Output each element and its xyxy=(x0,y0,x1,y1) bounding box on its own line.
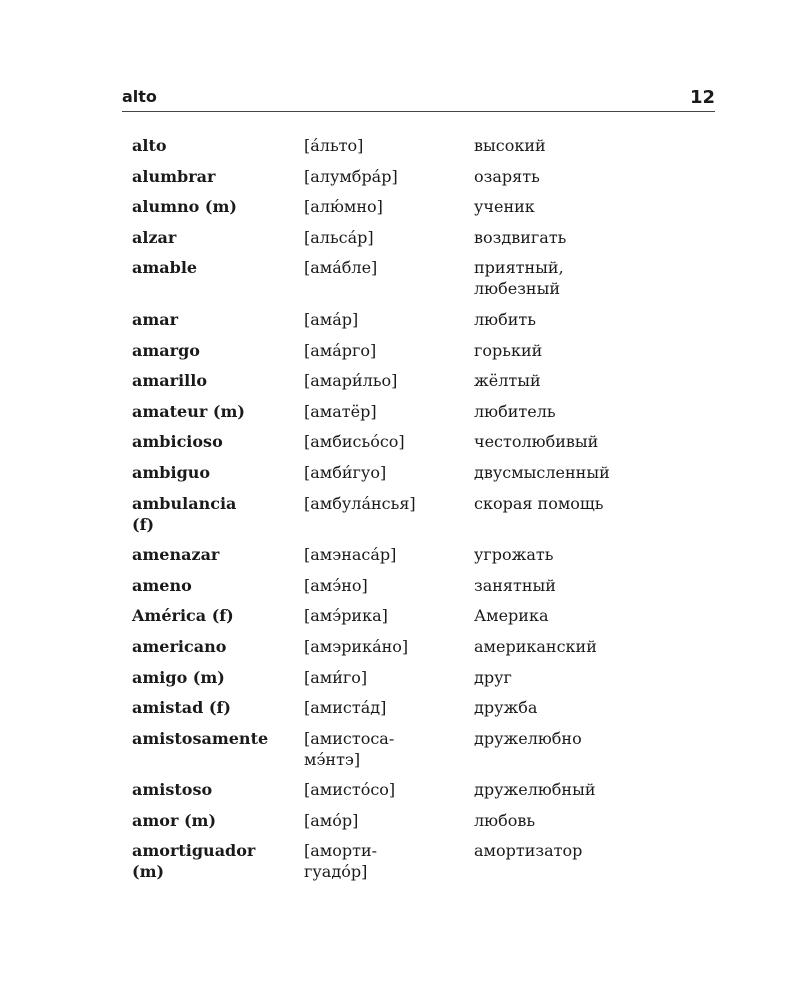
running-head: alto xyxy=(122,87,157,106)
transcription: [амари́льо] xyxy=(304,371,398,391)
headword: alto xyxy=(132,136,167,155)
dictionary-entry xyxy=(132,166,692,187)
transcription: [амбисьо́со] xyxy=(304,432,405,452)
dictionary-entry xyxy=(132,840,692,882)
headword: alumbrar xyxy=(132,166,216,186)
dictionary-entry xyxy=(132,697,692,718)
transcription: [амэ́но] xyxy=(304,575,368,595)
translation: честолюбивый xyxy=(474,432,599,452)
headword: americano xyxy=(132,636,227,656)
translation: приятный, любезный xyxy=(474,258,564,299)
dictionary-entry xyxy=(132,636,692,657)
transcription: [амиста́д] xyxy=(304,698,387,718)
translation: жёлтый xyxy=(474,371,541,391)
headword: alumno (m) xyxy=(132,197,237,217)
dictionary-entry xyxy=(132,401,692,422)
transcription: [аморти- гуадо́р] xyxy=(304,841,378,882)
translation: двусмысленный xyxy=(474,462,610,482)
transcription: [амбула́нсья] xyxy=(304,493,416,513)
dictionary-entry xyxy=(132,227,692,248)
headword: amarillo xyxy=(132,371,207,391)
transcription: [ама́рго] xyxy=(304,340,377,360)
translation: горький xyxy=(474,340,543,360)
translation: дружелюбный xyxy=(474,780,596,800)
headword: amigo (m) xyxy=(132,667,225,687)
translation: ученик xyxy=(474,197,535,217)
headword: alzar xyxy=(132,227,177,247)
translation: скорая помощь xyxy=(474,493,604,513)
dictionary-entry xyxy=(132,779,692,800)
dictionary-entry xyxy=(132,462,692,483)
headword: ambiguo xyxy=(132,462,211,482)
dictionary-entry xyxy=(132,257,692,299)
headword: América (f) xyxy=(132,606,234,626)
dictionary-entry xyxy=(132,431,692,452)
transcription: [ама́бле] xyxy=(304,258,378,278)
page-header xyxy=(122,86,715,112)
headword: ambulancia (f) xyxy=(132,493,237,534)
headword: amistad (f) xyxy=(132,698,231,718)
dictionary-entry xyxy=(132,135,692,156)
headword: amable xyxy=(132,258,198,278)
translation: друг xyxy=(474,667,512,687)
translation: дружелюбно xyxy=(474,728,582,748)
headword: amateur (m) xyxy=(132,401,245,421)
transcription: [амисто́со] xyxy=(304,780,396,800)
dictionary-entry xyxy=(132,728,692,770)
dictionary-entry xyxy=(132,309,692,330)
translation: занятный xyxy=(474,575,556,595)
translation: дружба xyxy=(474,698,538,718)
transcription: [амби́гуо] xyxy=(304,462,387,482)
transcription: [ама́р] xyxy=(304,309,359,329)
translation: озарять xyxy=(474,166,540,186)
dictionary-entry xyxy=(132,493,692,535)
dictionary-entry xyxy=(132,196,692,217)
headword: amar xyxy=(132,309,179,329)
transcription: [амэнаса́р] xyxy=(304,545,397,565)
dictionary-entry xyxy=(132,667,692,688)
transcription: [альса́р] xyxy=(304,227,374,247)
translation: угрожать xyxy=(474,545,554,565)
transcription: [алумбра́р] xyxy=(304,166,398,186)
dictionary-entry xyxy=(132,340,692,361)
dictionary-entry xyxy=(132,575,692,596)
transcription: [ами́го] xyxy=(304,667,368,687)
dictionary-entry xyxy=(132,810,692,831)
transcription: [алю́мно] xyxy=(304,197,383,217)
headword: amistosamente xyxy=(132,728,269,748)
transcription: [аматёр] xyxy=(304,401,377,421)
translation: Америка xyxy=(474,606,549,626)
transcription: [а́льто] xyxy=(304,136,364,155)
headword: ambicioso xyxy=(132,432,223,452)
translation: амортизатор xyxy=(474,841,583,861)
translation: любитель xyxy=(474,401,556,421)
transcription: [амо́р] xyxy=(304,810,359,830)
translation: высокий xyxy=(474,136,546,155)
dictionary-entry xyxy=(132,544,692,565)
dictionary-entry xyxy=(132,605,692,626)
headword: amargo xyxy=(132,340,200,360)
translation: любовь xyxy=(474,810,536,830)
headword: amistoso xyxy=(132,780,213,800)
transcription: [амэ́рика] xyxy=(304,606,388,626)
translation: воздвигать xyxy=(474,227,567,247)
headword: ameno xyxy=(132,575,192,595)
translation: любить xyxy=(474,309,536,329)
translation: американский xyxy=(474,636,597,656)
transcription: [амэрика́но] xyxy=(304,636,409,656)
dictionary-entries xyxy=(132,135,692,892)
headword: amor (m) xyxy=(132,810,217,830)
dictionary-entry xyxy=(132,370,692,391)
page-number: 12 xyxy=(689,87,715,108)
headword: amortiguador (m) xyxy=(132,841,256,882)
transcription: [амистоса- мэ́нтэ] xyxy=(304,728,395,769)
headword: amenazar xyxy=(132,545,220,565)
